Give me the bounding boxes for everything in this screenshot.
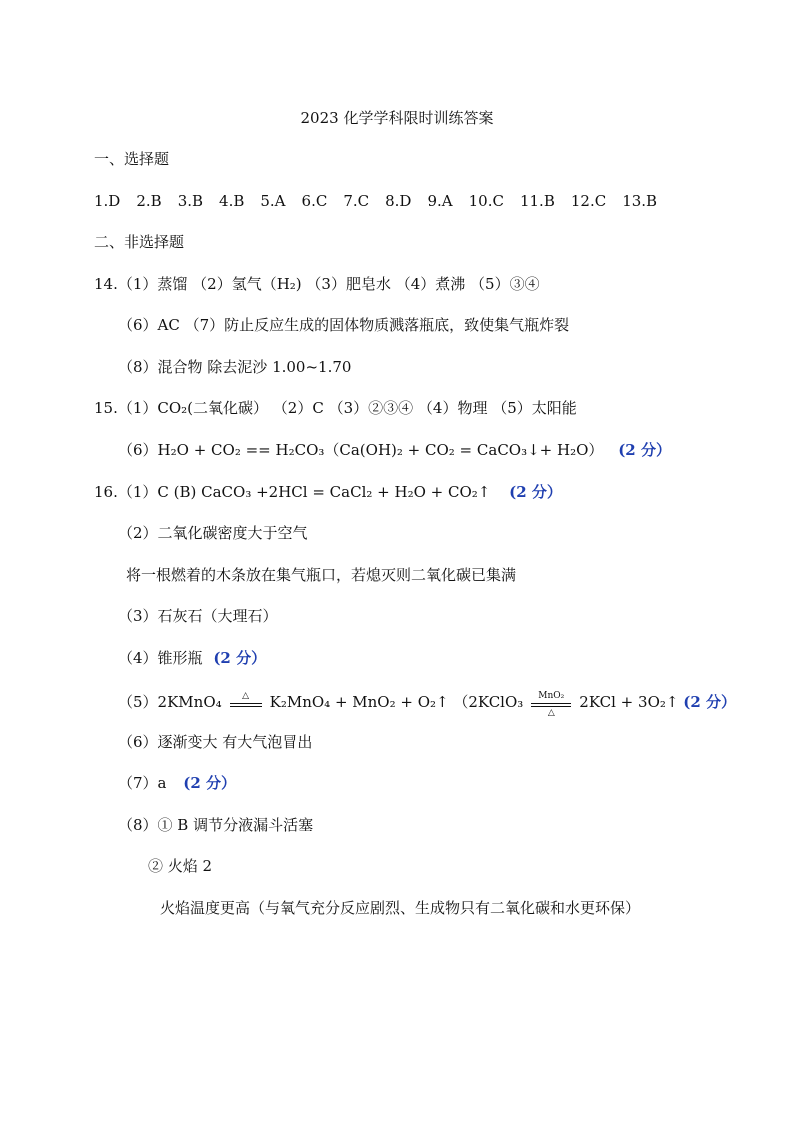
choice-answer: 5.A [260,192,286,210]
choice-answer: 3.B [177,192,204,210]
q16-line-7: （6）逐渐变大 有大气泡冒出 [118,733,313,751]
q16-line-6 [118,691,736,718]
q15-equation: （6）H₂O + CO₂ == H₂CO₃（Ca(OH)₂ + CO₂ = CaCO₃↓+ H₂O） [118,441,604,459]
q16-line-11: 火焰温度更高（与氧气充分反应剧烈、生成物只有二氧化碳和水更环保） [160,899,641,917]
choice-answer: 2.B [136,192,162,210]
choice-answers [94,191,673,211]
reaction-condition-catalyst [529,691,573,718]
choice-answer: 8.D [385,192,412,210]
q16-line-8 [118,773,236,793]
reaction-condition-heat [228,693,264,713]
q16-line-2: （2）二氧化碳密度大于空气 [118,524,308,542]
q16-equation: 16.（1）C (B) CaCO₃ +2HCl = CaCl₂ + H₂O + CO₂↑ [94,483,491,501]
score-badge: (2 分） [509,483,562,501]
q16-eq-part-b: K₂MnO₄ + MnO₂ + O₂↑ （2KClO₃ [269,693,524,711]
choice-answer: 4.B [219,192,245,210]
score-badge: (2 分） [618,441,671,459]
q16-line-1 [94,482,562,502]
choice-answer: 7.C [343,192,370,210]
q16-eq-part-a: （5）2KMnO₄ [118,693,222,711]
q16-answer-7: （7）a [118,774,167,792]
section-heading-nonchoice: 二、非选择题 [94,233,185,251]
q14-line-1: 14.（1）蒸馏 （2）氢气（H₂) （3）肥皂水 （4）煮沸 （5）③④ [94,275,540,293]
score-badge: (2 分） [683,693,736,711]
choice-answer: 12.C [570,192,607,210]
choice-answer: 13.B [622,192,658,210]
choice-answer: 11.B [519,192,555,210]
heat-symbol: △ [242,691,250,701]
score-badge: (2 分） [213,649,267,667]
q16-answer-4: （4）锥形瓶 [118,649,203,667]
q14-line-2: （6）AC （7）防止反应生成的固体物质溅落瓶底，致使集气瓶炸裂 [118,316,570,334]
choice-answer: 6.C [301,192,328,210]
q14-line-3: （8）混合物 除去泥沙 1.00~1.70 [118,358,352,376]
heat-symbol: △ [547,708,555,718]
q15-line-2 [118,440,671,460]
page-title: 2023 化学学科限时训练答案 [300,109,494,127]
q16-line-3: 将一根燃着的木条放在集气瓶口，若熄灭则二氧化碳已集满 [126,566,517,584]
q16-eq-part-c: 2KCl + 3O₂↑ [579,693,679,711]
q16-line-9: （8）① B 调节分液漏斗活塞 [118,816,314,834]
q16-line-10: ② 火焰 2 [148,857,213,875]
q15-line-1: 15.（1）CO₂(二氧化碳） （2）C （3）②③④ （4）物理 （5）太阳能 [94,399,577,417]
choice-answer: 9.A [427,192,453,210]
section-heading-choice: 一、选择题 [94,150,170,168]
choice-answer: 1.D [94,192,121,210]
choice-answer: 10.C [468,192,504,210]
catalyst-label: MnO₂ [538,691,565,701]
q16-line-4: （3）石灰石（大理石） [118,607,278,625]
score-badge: (2 分） [183,774,237,792]
q16-line-5 [118,648,266,668]
